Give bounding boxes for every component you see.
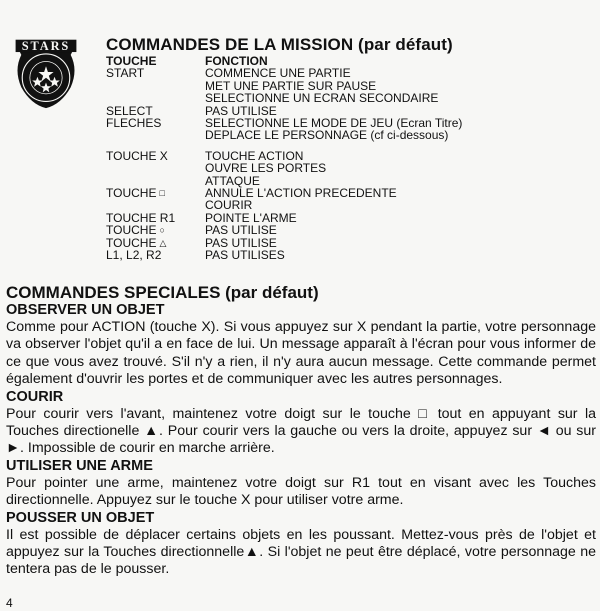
function-line: PAS UTILISE [205, 223, 277, 238]
command-row-square [106, 187, 506, 212]
function-line: SELECTIONNE LE MODE DE JEU (Ecran Titre) [205, 116, 463, 131]
circle-button-icon: ○ [159, 225, 165, 236]
section-heading-courir: COURIR [6, 388, 64, 405]
function-line: DEPLACE LE PERSONNAGE (cf ci-dessous) [205, 128, 449, 143]
command-row-start [106, 67, 506, 104]
function-line: COMMENCE UNE PARTIE [205, 66, 351, 81]
command-row-shoulders [106, 249, 506, 261]
function-line: PAS UTILISE [205, 235, 277, 250]
square-button-icon: □ [159, 188, 165, 199]
commands-title: COMMANDES DE LA MISSION (par défaut) [106, 35, 453, 54]
key-label: TOUCHE [106, 186, 157, 201]
header-key: TOUCHE [106, 54, 157, 68]
key-label: TOUCHE [106, 223, 157, 238]
section-heading-arme: UTILISER UNE ARME [6, 457, 153, 474]
function-line: PAS UTILISES [205, 248, 285, 263]
section-text-courir: Pour courir vers l'avant, maintenez votre doigt sur le touche □ tout en appuyant sur la Touches directionelle ▲. Pour courir vers la gauche ou vers la droite, appuyez sur ◄ ou sur ►. Impossible de courir en marche arrière. [6, 405, 596, 457]
function-line: COURIR [205, 198, 253, 213]
key-label: TOUCHE [106, 235, 157, 250]
function-line: PAS UTILISE [205, 103, 277, 118]
command-function [205, 224, 506, 236]
page-number: 4 [6, 596, 13, 610]
command-key: TOUCHE R1 [106, 210, 176, 225]
command-row-fleches [106, 117, 506, 142]
command-row-triangle [106, 237, 506, 249]
command-key: START [106, 66, 145, 81]
special-commands [6, 283, 596, 579]
section-text-observer: Comme pour ACTION (touche X). Si vous appuyez sur X pendant la partie, votre personnage va observer l'objet qu'il a en face de lui. Un message apparaît à l'écran pour vous informer de ce que vous avez trouvé. S'il n'y a rien, il n'y aura aucun message. Cette commande permet également d'ouvrir les portes et de communiquer avec les autres personnages. [6, 319, 596, 388]
triangle-button-icon: △ [159, 237, 167, 248]
header-function: FONCTION [205, 54, 268, 68]
function-line: POINTE L'ARME [205, 210, 297, 225]
command-row-circle [106, 224, 506, 236]
section-text-arme: Pour pointer une arme, maintenez votre doigt sur R1 tout en visant avec les Touches directionnelle. Appuyez sur le touche X pour utiliser votre arme. [6, 474, 596, 509]
function-line: OUVRE LES PORTES [205, 161, 327, 176]
command-key: TOUCHE X [106, 148, 168, 163]
command-row-r1 [106, 212, 506, 224]
function-line: SELECTIONNE UN ECRAN SECONDAIRE [205, 91, 439, 106]
section-heading-pousser: POUSSER UN OBJET [6, 509, 155, 526]
special-commands-title: COMMANDES SPECIALES (par défaut) [6, 283, 319, 302]
command-function [205, 150, 506, 187]
command-key [106, 187, 205, 212]
section-heading-observer: OBSERVER UN OBJET [6, 302, 165, 318]
command-key: L1, L2, R2 [106, 248, 162, 263]
command-function [205, 67, 506, 104]
command-key: SELECT [106, 103, 153, 118]
function-line: ANNULE L'ACTION PRECEDENTE [205, 186, 397, 201]
command-function [205, 187, 506, 212]
command-row-x [106, 150, 506, 187]
function-line: TOUCHE ACTION [205, 148, 304, 163]
command-function [205, 117, 506, 142]
function-line: MET UNE PARTIE SUR PAUSE [205, 78, 377, 93]
svg-text:STARS: STARS [21, 39, 71, 54]
section-text-pousser: Il est possible de déplacer certains objets en les poussant. Mettez-vous près de l'objet et appuyez sur la Touches directionnelle▲. Si l'objet ne peut être déplacé, votre personnage ne tentera pas de le pousser. [6, 526, 596, 578]
command-key: FLECHES [106, 116, 162, 131]
stars-badge-icon [8, 34, 84, 110]
command-function [205, 249, 506, 261]
function-line: ATTAQUE [205, 173, 260, 188]
commands-table [106, 55, 506, 262]
